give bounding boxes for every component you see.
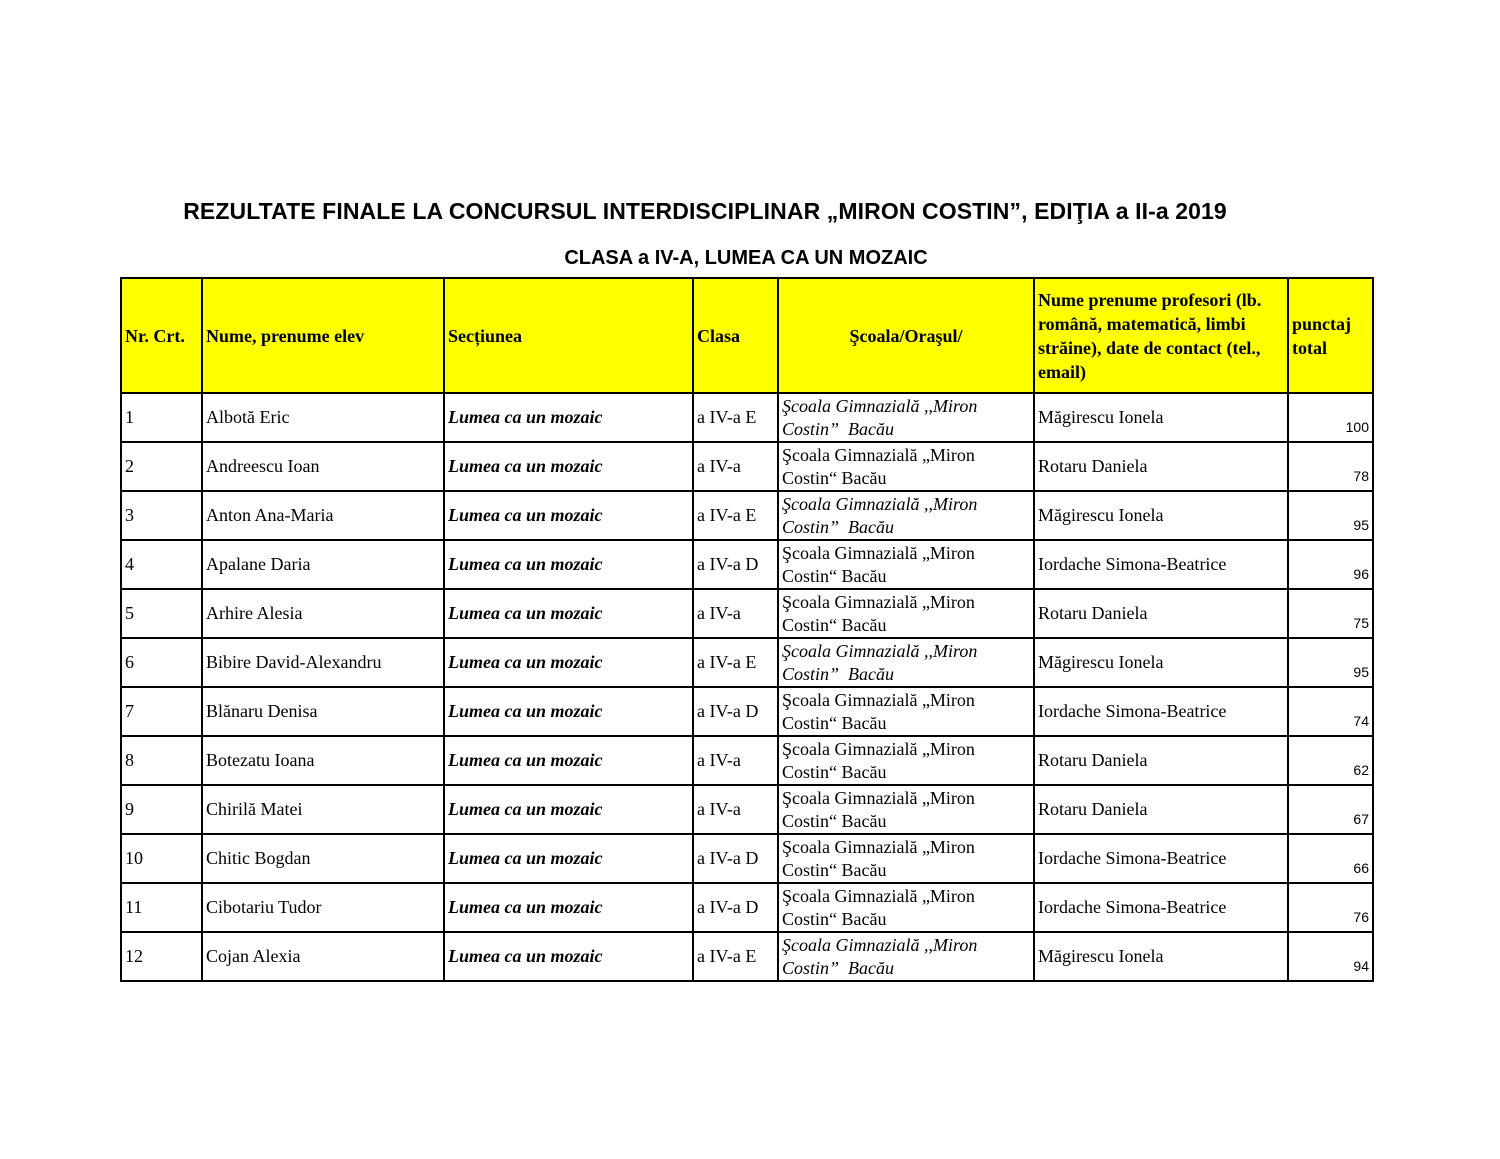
cell-nr: 3	[121, 491, 202, 540]
table-row	[121, 491, 1373, 540]
scoala-line-2: Costin” Bacău	[782, 957, 895, 978]
cell-scoala	[778, 638, 1034, 687]
cell-profesor: Rotaru Daniela	[1034, 589, 1288, 638]
cell-clasa: a IV-a E	[693, 932, 778, 981]
scoala-line-2: Costin“ Bacău	[782, 761, 887, 782]
table-row	[121, 638, 1373, 687]
scoala-line-1: Şcoala Gimnazială ,,Miron	[782, 640, 978, 661]
cell-punctaj: 95	[1288, 491, 1373, 540]
header-clasa: Clasa	[693, 278, 778, 393]
cell-clasa: a IV-a	[693, 442, 778, 491]
cell-nume: Bibire David-Alexandru	[202, 638, 444, 687]
scoala-line-2: Costin“ Bacău	[782, 467, 887, 488]
cell-nr: 10	[121, 834, 202, 883]
cell-sectiunea: Lumea ca un mozaic	[444, 540, 693, 589]
cell-profesor: Rotaru Daniela	[1034, 736, 1288, 785]
cell-profesor: Măgirescu Ionela	[1034, 491, 1288, 540]
cell-scoala	[778, 442, 1034, 491]
cell-clasa: a IV-a D	[693, 883, 778, 932]
cell-profesor: Iordache Simona-Beatrice	[1034, 883, 1288, 932]
scoala-line-1: Şcoala Gimnazială „Miron	[782, 885, 975, 906]
scoala-line-1: Şcoala Gimnazială ,,Miron	[782, 493, 978, 514]
cell-scoala	[778, 540, 1034, 589]
document-subtitle: CLASA a IV-A, LUMEA CA UN MOZAIC	[564, 247, 928, 269]
header-sectiunea: Secțiunea	[444, 278, 693, 393]
cell-sectiunea: Lumea ca un mozaic	[444, 638, 693, 687]
cell-scoala	[778, 687, 1034, 736]
cell-sectiunea: Lumea ca un mozaic	[444, 834, 693, 883]
cell-nr: 2	[121, 442, 202, 491]
cell-nr: 4	[121, 540, 202, 589]
cell-nr: 8	[121, 736, 202, 785]
cell-nume: Cojan Alexia	[202, 932, 444, 981]
cell-scoala	[778, 393, 1034, 442]
scoala-line-2: Costin“ Bacău	[782, 908, 887, 929]
cell-punctaj: 78	[1288, 442, 1373, 491]
cell-nr: 1	[121, 393, 202, 442]
table-row	[121, 834, 1373, 883]
cell-punctaj: 62	[1288, 736, 1373, 785]
cell-clasa: a IV-a D	[693, 540, 778, 589]
scoala-line-1: Şcoala Gimnazială „Miron	[782, 542, 975, 563]
header-profesori: Nume prenume profesori (lb. română, matematică, limbi străine), date de contact (tel., email)	[1034, 278, 1288, 393]
table-row	[121, 393, 1373, 442]
cell-sectiunea: Lumea ca un mozaic	[444, 932, 693, 981]
table-row	[121, 785, 1373, 834]
header-nume: Nume, prenume elev	[202, 278, 444, 393]
cell-scoala	[778, 834, 1034, 883]
cell-punctaj: 94	[1288, 932, 1373, 981]
cell-nume: Botezatu Ioana	[202, 736, 444, 785]
table-row	[121, 687, 1373, 736]
scoala-line-2: Costin“ Bacău	[782, 565, 887, 586]
scoala-line-1: Şcoala Gimnazială „Miron	[782, 444, 975, 465]
results-table	[120, 277, 1374, 982]
cell-nume: Albotă Eric	[202, 393, 444, 442]
cell-profesor: Rotaru Daniela	[1034, 442, 1288, 491]
scoala-line-1: Şcoala Gimnazială „Miron	[782, 836, 975, 857]
scoala-line-1: Şcoala Gimnazială ,,Miron	[782, 934, 978, 955]
scoala-line-1: Şcoala Gimnazială „Miron	[782, 787, 975, 808]
cell-clasa: a IV-a E	[693, 491, 778, 540]
table-row	[121, 932, 1373, 981]
cell-nr: 7	[121, 687, 202, 736]
header-scoala: Şcoala/Oraşul/	[778, 278, 1034, 393]
cell-punctaj: 95	[1288, 638, 1373, 687]
cell-sectiunea: Lumea ca un mozaic	[444, 589, 693, 638]
table-row	[121, 442, 1373, 491]
cell-scoala	[778, 883, 1034, 932]
cell-punctaj: 96	[1288, 540, 1373, 589]
cell-profesor: Iordache Simona-Beatrice	[1034, 687, 1288, 736]
cell-nume: Anton Ana-Maria	[202, 491, 444, 540]
cell-punctaj: 76	[1288, 883, 1373, 932]
cell-nume: Blănaru Denisa	[202, 687, 444, 736]
cell-nr: 6	[121, 638, 202, 687]
cell-sectiunea: Lumea ca un mozaic	[444, 393, 693, 442]
table-row	[121, 883, 1373, 932]
cell-clasa: a IV-a	[693, 785, 778, 834]
cell-profesor: Iordache Simona-Beatrice	[1034, 540, 1288, 589]
scoala-line-2: Costin“ Bacău	[782, 859, 887, 880]
cell-nr: 5	[121, 589, 202, 638]
cell-punctaj: 75	[1288, 589, 1373, 638]
cell-nume: Apalane Daria	[202, 540, 444, 589]
cell-profesor: Rotaru Daniela	[1034, 785, 1288, 834]
cell-clasa: a IV-a D	[693, 834, 778, 883]
header-punctaj: punctaj total	[1288, 278, 1373, 393]
cell-clasa: a IV-a D	[693, 687, 778, 736]
cell-sectiunea: Lumea ca un mozaic	[444, 883, 693, 932]
cell-sectiunea: Lumea ca un mozaic	[444, 442, 693, 491]
table-row	[121, 589, 1373, 638]
cell-clasa: a IV-a E	[693, 638, 778, 687]
table-row	[121, 736, 1373, 785]
cell-nume: Chirilă Matei	[202, 785, 444, 834]
cell-punctaj: 100	[1288, 393, 1373, 442]
cell-clasa: a IV-a	[693, 736, 778, 785]
scoala-line-1: Şcoala Gimnazială ,,Miron	[782, 395, 978, 416]
document-title: REZULTATE FINALE LA CONCURSUL INTERDISCIPLINAR „MIRON COSTIN”, EDIŢIA a II-a 2019	[183, 198, 1227, 224]
cell-punctaj: 74	[1288, 687, 1373, 736]
cell-nr: 11	[121, 883, 202, 932]
cell-sectiunea: Lumea ca un mozaic	[444, 491, 693, 540]
scoala-line-2: Costin” Bacău	[782, 663, 895, 684]
scoala-line-2: Costin“ Bacău	[782, 810, 887, 831]
cell-punctaj: 66	[1288, 834, 1373, 883]
cell-nr: 9	[121, 785, 202, 834]
scoala-line-1: Şcoala Gimnazială „Miron	[782, 738, 975, 759]
cell-sectiunea: Lumea ca un mozaic	[444, 736, 693, 785]
cell-profesor: Măgirescu Ionela	[1034, 932, 1288, 981]
cell-nume: Chitic Bogdan	[202, 834, 444, 883]
scoala-line-2: Costin” Bacău	[782, 418, 895, 439]
cell-profesor: Măgirescu Ionela	[1034, 393, 1288, 442]
scoala-line-1: Şcoala Gimnazială „Miron	[782, 689, 975, 710]
cell-sectiunea: Lumea ca un mozaic	[444, 687, 693, 736]
cell-nume: Arhire Alesia	[202, 589, 444, 638]
cell-scoala	[778, 491, 1034, 540]
cell-profesor: Măgirescu Ionela	[1034, 638, 1288, 687]
cell-scoala	[778, 785, 1034, 834]
scoala-line-2: Costin“ Bacău	[782, 712, 887, 733]
cell-nume: Andreescu Ioan	[202, 442, 444, 491]
header-nr: Nr. Crt.	[121, 278, 202, 393]
scoala-line-2: Costin” Bacău	[782, 516, 895, 537]
cell-scoala	[778, 589, 1034, 638]
scoala-line-1: Şcoala Gimnazială „Miron	[782, 591, 975, 612]
cell-punctaj: 67	[1288, 785, 1373, 834]
cell-sectiunea: Lumea ca un mozaic	[444, 785, 693, 834]
cell-clasa: a IV-a	[693, 589, 778, 638]
scoala-line-2: Costin“ Bacău	[782, 614, 887, 635]
cell-nr: 12	[121, 932, 202, 981]
cell-profesor: Iordache Simona-Beatrice	[1034, 834, 1288, 883]
cell-scoala	[778, 736, 1034, 785]
cell-clasa: a IV-a E	[693, 393, 778, 442]
table-row	[121, 540, 1373, 589]
cell-scoala	[778, 932, 1034, 981]
cell-nume: Cibotariu Tudor	[202, 883, 444, 932]
table-header-row	[121, 278, 1373, 393]
